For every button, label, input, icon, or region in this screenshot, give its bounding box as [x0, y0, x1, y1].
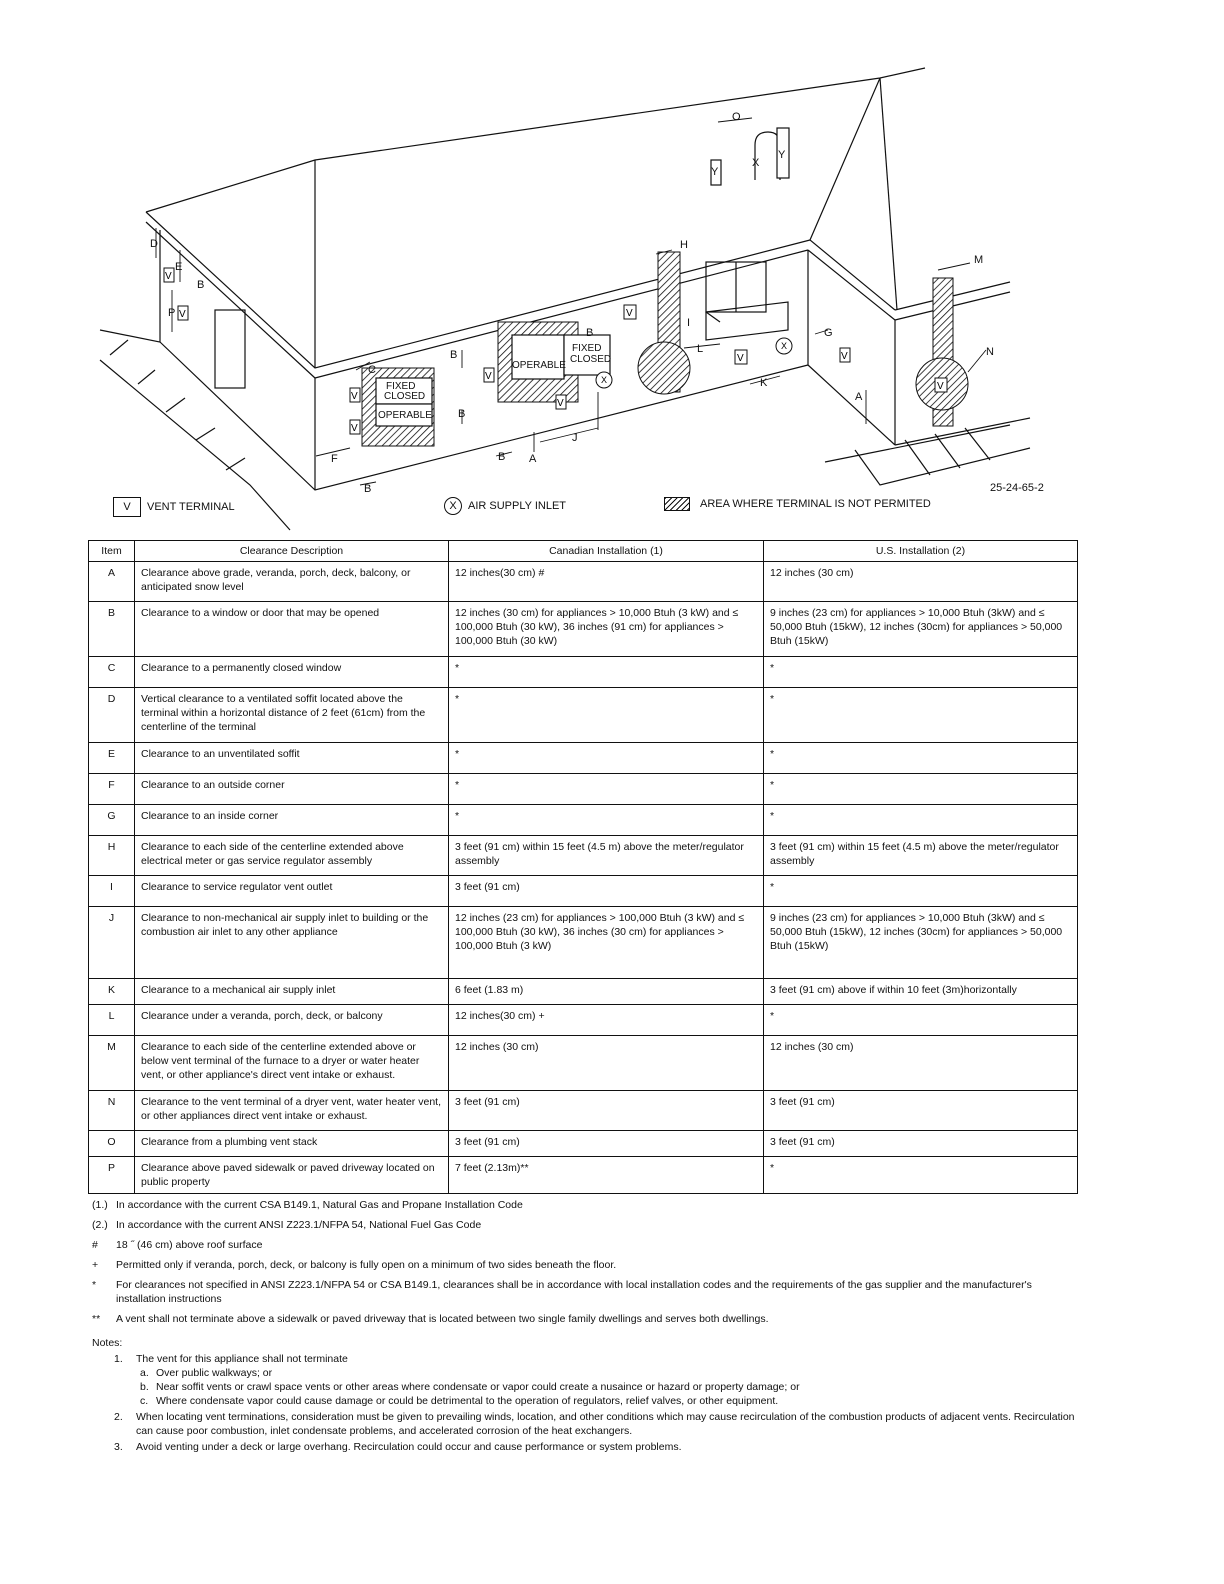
description-cell: Clearance to service regulator vent outlet [135, 876, 449, 907]
description-cell: Clearance to each side of the centerline extended above electrical meter or gas service regulator assembly [135, 836, 449, 876]
note-text: Over public walkways; or [156, 1367, 273, 1379]
us-cell: * [764, 805, 1078, 836]
table-row [89, 1091, 1078, 1131]
footnote-mark: + [92, 1259, 99, 1271]
table-row [89, 1036, 1078, 1091]
canadian-cell: 12 inches (30 cm) [449, 1036, 764, 1091]
svg-text:D: D [150, 238, 158, 250]
legend-air-label: AIR SUPPLY INLET [468, 500, 567, 512]
us-cell: 3 feet (91 cm) [764, 1091, 1078, 1131]
svg-text:Y: Y [711, 166, 719, 178]
svg-text:J: J [572, 432, 578, 444]
svg-text:A: A [529, 453, 537, 465]
svg-text:V: V [737, 353, 744, 364]
canadian-cell: 3 feet (91 cm) within 15 feet (4.5 m) above the meter/regulator assembly [449, 836, 764, 876]
table-row [89, 836, 1078, 876]
legend-vent-terminal [113, 497, 235, 517]
us-cell: * [764, 774, 1078, 805]
table-row [89, 907, 1078, 979]
footnote-mark: (2.) [92, 1219, 108, 1231]
description-cell: Clearance to an outside corner [135, 774, 449, 805]
note-text: Where condensate vapor could cause damage or could be detrimental to the operation of regulators, relief valves, or other equipment. [156, 1395, 779, 1407]
description-cell: Clearance from a plumbing vent stack [135, 1131, 449, 1157]
item-cell: C [89, 657, 135, 688]
item-cell: B [89, 602, 135, 657]
footnote-mark: ** [92, 1313, 101, 1325]
svg-text:O: O [732, 111, 741, 123]
canadian-cell: 3 feet (91 cm) [449, 876, 764, 907]
table-row [89, 1131, 1078, 1157]
footnote [92, 1278, 1082, 1306]
house-vent-diagram [0, 0, 1224, 540]
svg-text:V: V [485, 371, 492, 382]
note-1: 1. The vent for this appliance shall not terminate [114, 1353, 348, 1365]
legend-vent-label: VENT TERMINAL [147, 501, 235, 513]
footnote [92, 1198, 1082, 1212]
us-cell: * [764, 876, 1078, 907]
description-cell: Clearance to a mechanical air supply inlet [135, 979, 449, 1005]
footnote [92, 1238, 1082, 1252]
svg-text:P: P [168, 307, 176, 319]
note-text: When locating vent terminations, consideration must be given to prevailing winds, location, and other conditions which may cause recirculation of the combustion products of adjacent vents. Recirculation can cause poor combustion, inlet condensate problems, and accelerated corrosion of the heat exchangers. [136, 1411, 1075, 1437]
item-cell: G [89, 805, 135, 836]
callout-labels [150, 111, 994, 495]
item-cell: J [89, 907, 135, 979]
svg-text:V: V [841, 351, 848, 362]
svg-text:V: V [626, 308, 633, 319]
item-cell: H [89, 836, 135, 876]
svg-text:B: B [586, 327, 594, 339]
canadian-cell: 3 feet (91 cm) [449, 1091, 764, 1131]
svg-text:X: X [601, 375, 608, 385]
us-cell: 12 inches (30 cm) [764, 1036, 1078, 1091]
canadian-cell: 6 feet (1.83 m) [449, 979, 764, 1005]
svg-text:V: V [165, 271, 172, 282]
table-row [89, 979, 1078, 1005]
description-cell: Clearance to an inside corner [135, 805, 449, 836]
us-cell: 9 inches (23 cm) for appliances > 10,000 Btuh (3kW) and ≤ 50,000 Btuh (15kW), 12 inches (30cm) for appliances > 50,000 Btuh (15kW) [764, 602, 1078, 657]
description-cell: Clearance under a veranda, porch, deck, or balcony [135, 1005, 449, 1036]
canadian-cell: 3 feet (91 cm) [449, 1131, 764, 1157]
svg-text:B: B [450, 349, 458, 361]
us-cell: 3 feet (91 cm) within 15 feet (4.5 m) above the meter/regulator assembly [764, 836, 1078, 876]
svg-text:I: I [687, 317, 691, 329]
description-cell: Clearance to non-mechanical air supply inlet to building or the combustion air inlet to any other appliance [135, 907, 449, 979]
svg-text:F: F [331, 453, 338, 465]
legend-hatch-label: AREA WHERE TERMINAL IS NOT PERMITED [700, 498, 931, 510]
note-text: The vent for this appliance shall not terminate [136, 1353, 348, 1365]
footnote [92, 1312, 1082, 1326]
footnote [92, 1258, 1082, 1272]
canadian-cell: * [449, 657, 764, 688]
svg-text:E: E [175, 261, 183, 273]
description-cell: Clearance above grade, veranda, porch, deck, balcony, or anticipated snow level [135, 562, 449, 602]
svg-text:FIXED: FIXED [386, 381, 416, 392]
footnote-text: In accordance with the current CSA B149.1, Natural Gas and Propane Installation Code [116, 1199, 523, 1211]
footnote-mark: # [92, 1239, 98, 1251]
footnote-text: For clearances not specified in ANSI Z223.1/NFPA 54 or CSA B149.1, clearances shall be in accordance with local installation codes and the requirements of the gas supplier and the manufacturer's installation instructions [116, 1279, 1032, 1305]
table-row [89, 1005, 1078, 1036]
table-row [89, 876, 1078, 907]
svg-text:V: V [351, 423, 358, 434]
description-cell: Vertical clearance to a ventilated soffit located above the terminal within a horizontal distance of 2 feet (61cm) from the centerline of the terminal [135, 688, 449, 743]
canadian-cell: * [449, 805, 764, 836]
house-outline [100, 68, 1030, 530]
item-cell: O [89, 1131, 135, 1157]
description-cell: Clearance to the vent terminal of a dryer vent, water heater vent, or other appliances direct vent intake or exhaust. [135, 1091, 449, 1131]
svg-text:V: V [351, 391, 358, 402]
item-cell: E [89, 743, 135, 774]
svg-text:H: H [680, 239, 688, 251]
description-cell: Clearance above paved sidewalk or paved driveway located on public property [135, 1157, 449, 1194]
item-cell: L [89, 1005, 135, 1036]
svg-text:B: B [197, 279, 205, 291]
table-row [89, 688, 1078, 743]
hatch-icon [664, 497, 690, 511]
table-row [89, 805, 1078, 836]
us-cell: 3 feet (91 cm) above if within 10 feet (3m)horizontally [764, 979, 1078, 1005]
footnotes [92, 1198, 1082, 1454]
note-text: Near soffit vents or crawl space vents or other areas where condensate or vapor could create a nusaince or hazard or property damage; or [156, 1381, 800, 1393]
air-supply-inlet-icon: X [444, 497, 462, 515]
note-text: Avoid venting under a deck or large overhang. Recirculation could occur and cause performance or system problems. [136, 1441, 682, 1453]
svg-text:V: V [557, 398, 564, 409]
item-cell: D [89, 688, 135, 743]
item-cell: F [89, 774, 135, 805]
svg-text:A: A [855, 391, 863, 403]
us-cell: 12 inches (30 cm) [764, 562, 1078, 602]
item-cell: M [89, 1036, 135, 1091]
us-cell: * [764, 1005, 1078, 1036]
svg-text:Y: Y [778, 149, 786, 161]
footnote [92, 1218, 1082, 1232]
item-cell: N [89, 1091, 135, 1131]
footnote-text: 18 ˝ (46 cm) above roof surface [116, 1239, 263, 1251]
note-1b: b. Near soffit vents or crawl space vents or other areas where condensate or vapor could create a nusaince or hazard or property damage; or [140, 1381, 800, 1393]
clearance-table [88, 540, 1078, 1194]
table-header-row [89, 541, 1078, 562]
us-cell: 3 feet (91 cm) [764, 1131, 1078, 1157]
svg-text:OPERABLE: OPERABLE [512, 360, 566, 371]
table-row [89, 562, 1078, 602]
note-1a: a. Over public walkways; or [140, 1367, 273, 1379]
note-1c: c. Where condensate vapor could cause damage or could be detrimental to the operation of regulators, relief valves, or other equipment. [140, 1395, 779, 1407]
footnote-text: A vent shall not terminate above a sidewalk or paved driveway that is located between two single family dwellings and serves both dwellings. [116, 1313, 769, 1325]
canadian-cell: * [449, 743, 764, 774]
description-cell: Clearance to a permanently closed window [135, 657, 449, 688]
item-cell: K [89, 979, 135, 1005]
footnote-mark: * [92, 1279, 97, 1291]
svg-text:FIXED: FIXED [572, 343, 602, 354]
svg-text:B: B [458, 408, 466, 420]
canadian-cell: 12 inches (30 cm) for appliances > 10,000 Btuh (3 kW) and ≤ 100,000 Btuh (30 kW), 36 inches (91 cm) for appliances > 100,000 Btuh (30 kW) [449, 602, 764, 657]
description-cell: Clearance to an unventilated soffit [135, 743, 449, 774]
us-cell: * [764, 688, 1078, 743]
us-cell: * [764, 743, 1078, 774]
svg-text:C: C [368, 364, 376, 376]
canadian-cell: 12 inches(30 cm) + [449, 1005, 764, 1036]
header-description: Clearance Description [135, 541, 449, 562]
svg-text:G: G [824, 327, 833, 339]
table-row [89, 657, 1078, 688]
svg-text:X: X [781, 341, 788, 351]
svg-text:CLOSED: CLOSED [570, 354, 612, 365]
svg-text:V: V [179, 309, 186, 320]
svg-text:OPERABLE: OPERABLE [378, 410, 432, 421]
us-cell: * [764, 657, 1078, 688]
item-cell: I [89, 876, 135, 907]
us-cell: * [764, 1157, 1078, 1194]
item-cell: P [89, 1157, 135, 1194]
svg-text:M: M [974, 254, 984, 266]
table-row [89, 743, 1078, 774]
footnote-mark: (1.) [92, 1199, 108, 1211]
description-cell: Clearance to each side of the centerline extended above or below vent terminal of the furnace to a dryer or water heater vent, or other appliance's direct vent intake or exhaust. [135, 1036, 449, 1091]
svg-text:B: B [364, 483, 372, 495]
header-us: U.S. Installation (2) [764, 541, 1078, 562]
svg-text:L: L [697, 343, 704, 355]
canadian-cell: * [449, 774, 764, 805]
table-row [89, 774, 1078, 805]
notes-title: Notes: [92, 1337, 123, 1349]
canadian-cell: 12 inches (23 cm) for appliances > 100,000 Btuh (3 kW) and ≤ 100,000 Btuh (30 kW), 36 inches (30 cm) for appliances > 100,000 Btuh (3 kW) [449, 907, 764, 979]
drawing-id: 25-24-65-2 [990, 482, 1044, 494]
footnote-text: In accordance with the current ANSI Z223.1/NFPA 54, National Fuel Gas Code [116, 1219, 482, 1231]
note-3: 3. Avoid venting under a deck or large overhang. Recirculation could occur and cause performance or system problems. [114, 1441, 682, 1453]
header-canadian: Canadian Installation (1) [449, 541, 764, 562]
svg-text:V: V [937, 381, 944, 392]
canadian-cell: * [449, 688, 764, 743]
canadian-cell: 7 feet (2.13m)** [449, 1157, 764, 1194]
table-row [89, 1157, 1078, 1194]
svg-text:N: N [986, 346, 994, 358]
note-2: 2. When locating vent terminations, consideration must be given to prevailing winds, location, and other conditions which may cause recirculation of the combustion products of adjacent vents. Recirculation can cause poor combustion, inlet condensate problems, and accelerated corrosion of the heat exchangers. [114, 1410, 1082, 1438]
description-cell: Clearance to a window or door that may be opened [135, 602, 449, 657]
svg-text:B: B [498, 451, 506, 463]
item-cell: A [89, 562, 135, 602]
svg-text:X: X [752, 157, 760, 169]
svg-text:K: K [760, 377, 768, 389]
legend-air-supply [444, 497, 566, 515]
footnote-text: Permitted only if veranda, porch, deck, or balcony is fully open on a minimum of two sides beneath the floor. [116, 1259, 617, 1271]
vent-terminal-icon: V [113, 497, 141, 517]
table-row [89, 602, 1078, 657]
legend-not-permitted [664, 497, 931, 511]
us-cell: 9 inches (23 cm) for appliances > 10,000 Btuh (3kW) and ≤ 50,000 Btuh (15kW), 12 inches (30cm) for appliances > 50,000 Btuh (15kW) [764, 907, 1078, 979]
svg-text:CLOSED: CLOSED [384, 391, 426, 402]
canadian-cell: 12 inches(30 cm) # [449, 562, 764, 602]
header-item: Item [89, 541, 135, 562]
